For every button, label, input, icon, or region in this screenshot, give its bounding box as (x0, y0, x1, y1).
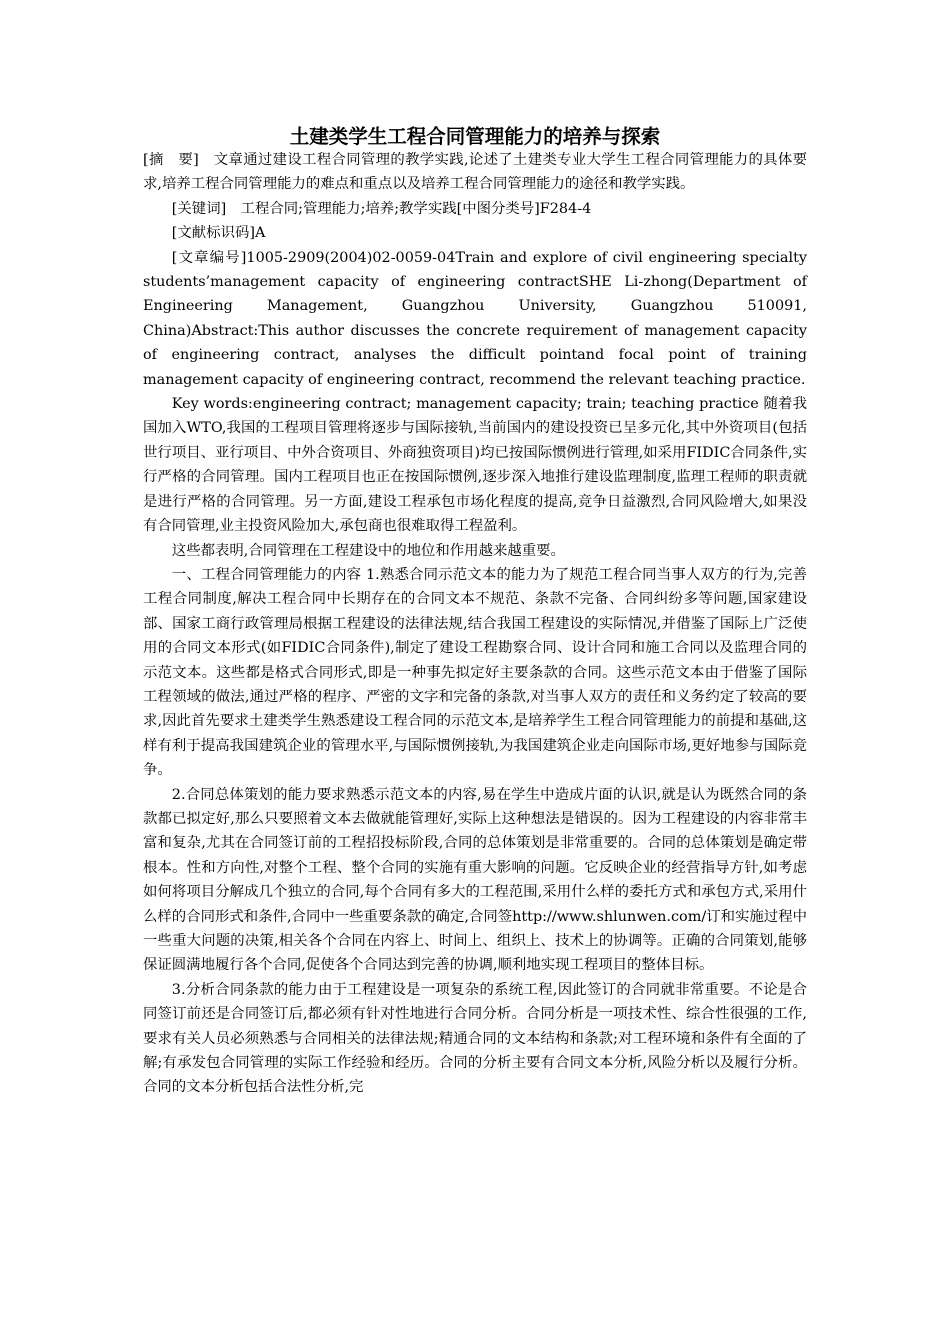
body-paragraph-section-1: 一、工程合同管理能力的内容 1.熟悉合同示范文本的能力为了规范工程合同当事人双方的行为,完善工程合同制度,解决工程合同中长期存在的合同文本不规范、条款不完备、合同纠纷多等问题,国家建设部、国家工商行政管理局根据工程建设的法律法规,结合我国工程建设的实际情况,并借鉴了国际上广泛使用的合同文本形式(如FIDIC合同条件),制定了建设工程勘察合同、设计合同和施工合同以及监理合同的示范文本。这些都是格式合同形式,即是一种事先拟定好主要条款的合同。这些示范文本由于借鉴了国际工程领域的做法,通过严格的程序、严密的文字和完备的条款,对当事人双方的责任和义务约定了较高的要求,因此首先要求土建类学生熟悉建设工程合同的示范文本,是培养学生工程合同管理能力的前提和基础,这样有利于提高我国建筑企业的管理水平,与国际惯例接轨,为我国建筑企业走向国际市场,更好地参与国际竞争。 (143, 566, 807, 779)
abstract-text: 文章通过建设工程合同管理的教学实践,论述了土建类专业大学生工程合同管理能力的具体要求,培养工程合同管理能力的难点和重点以及培养工程合同管理能力的途径和教学实践。 (143, 152, 808, 193)
abstract-paragraph (143, 148, 807, 197)
keywords-text: 工程合同;管理能力;培养;教学实践[中图分类号]F284-4 (226, 200, 592, 217)
document-id-text: A (254, 225, 266, 242)
body-paragraph-summary: 这些都表明,合同管理在工程建设中的地位和作用越来越重要。 (171, 542, 565, 559)
keywords-label: [关键词] (171, 200, 227, 217)
body-paragraph-keywords-en: Key words:engineering contract; management capacity; train; teaching practice 随着我国加入WTO,我国的工程项目管理将逐步与国际接轨,当前国内的建设投资已呈多元化,其中外资项目(包括世行项目、亚行项目、中外合资项目、外商独资项目)均已按国际惯例进行管理,如采用FIDIC合同条件,实行严格的合同管理。国内工程项目也正在按国际惯例,逐步深入地推行建设监理制度,监理工程师的职责就是进行严格的合同管理。另一方面,建设工程承包市场化程度的提高,竞争日益激烈,合同风险增大,如果没有合同管理,业主投资风险加大,承包商也很难取得工程盈利。 (143, 396, 807, 535)
article-number-text: 1005-2909(2004)02-0059-04Train and explore of civil engineering specialty students’management capacity of engineering contractSHE Li-zhong(Department of Engineering Management, Guangzhou University, Guangzhou 510091, China)Abstract:This author discusses the concrete requirement of management capacity of engineering contract, analyses the difficult pointand focal point of training management capacity of engineering contract, recommend the relevant teaching practice. (143, 249, 808, 388)
abstract-label: [摘 要] (143, 152, 199, 168)
body-paragraph-section-2: 2.合同总体策划的能力要求熟悉示范文本的内容,易在学生中造成片面的认识,就是认为既然合同的条款都已拟定好,那么只要照着文本去做就能管理好,实际上这种想法是错误的。因为工程建设的内容非常丰富和复杂,尤其在合同签订前的工程招投标阶段,合同的总体策划是非常重要的。合同的总体策划是确定带根本。性和方向性,对整个工程、整个合同的实施有重大影响的问题。它反映企业的经营指导方针,如考虑如何将项目分解成几个独立的合同,每个合同有多大的工程范围,采用什么样的委托方式和承包方式,采用什么样的合同形式和条件,合同中一些重要条款的确定,合同签http://www.shlunwen.com/订和实施过程中一些重大问题的决策,相关各个合同在内容上、时间上、组织上、技术上的协调等。正确的合同策划,能够保证圆满地履行各个合同,促使各个合同达到完善的协调,顺利地实现工程项目的整体目标。 (143, 786, 807, 974)
document-id-paragraph (143, 221, 807, 245)
keywords-paragraph (143, 197, 807, 221)
body-paragraph-section-3: 3.分析合同条款的能力由于工程建设是一项复杂的系统工程,因此签订的合同就非常重要。不论是合同签订前还是合同签订后,都必须有针对性地进行合同分析。合同分析是一项技术性、综合性很强的工作,要求有关人员必须熟悉与合同相关的法律法规;精通合同的文本结构和条款;对工程环境和条件有全面的了解;有承发包合同管理的实际工作经验和经历。合同的分析主要有合同文本分析,风险分析以及履行分析。合同的文本分析包括合法性分析,完 (143, 981, 807, 1096)
document-body (143, 148, 807, 1100)
article-number-label: [文章编号] (171, 249, 247, 266)
document-title: 土建类学生工程合同管理能力的培养与探索 (289, 125, 661, 148)
document-id-label: [文献标识码] (171, 225, 255, 242)
article-number-paragraph (143, 246, 807, 392)
